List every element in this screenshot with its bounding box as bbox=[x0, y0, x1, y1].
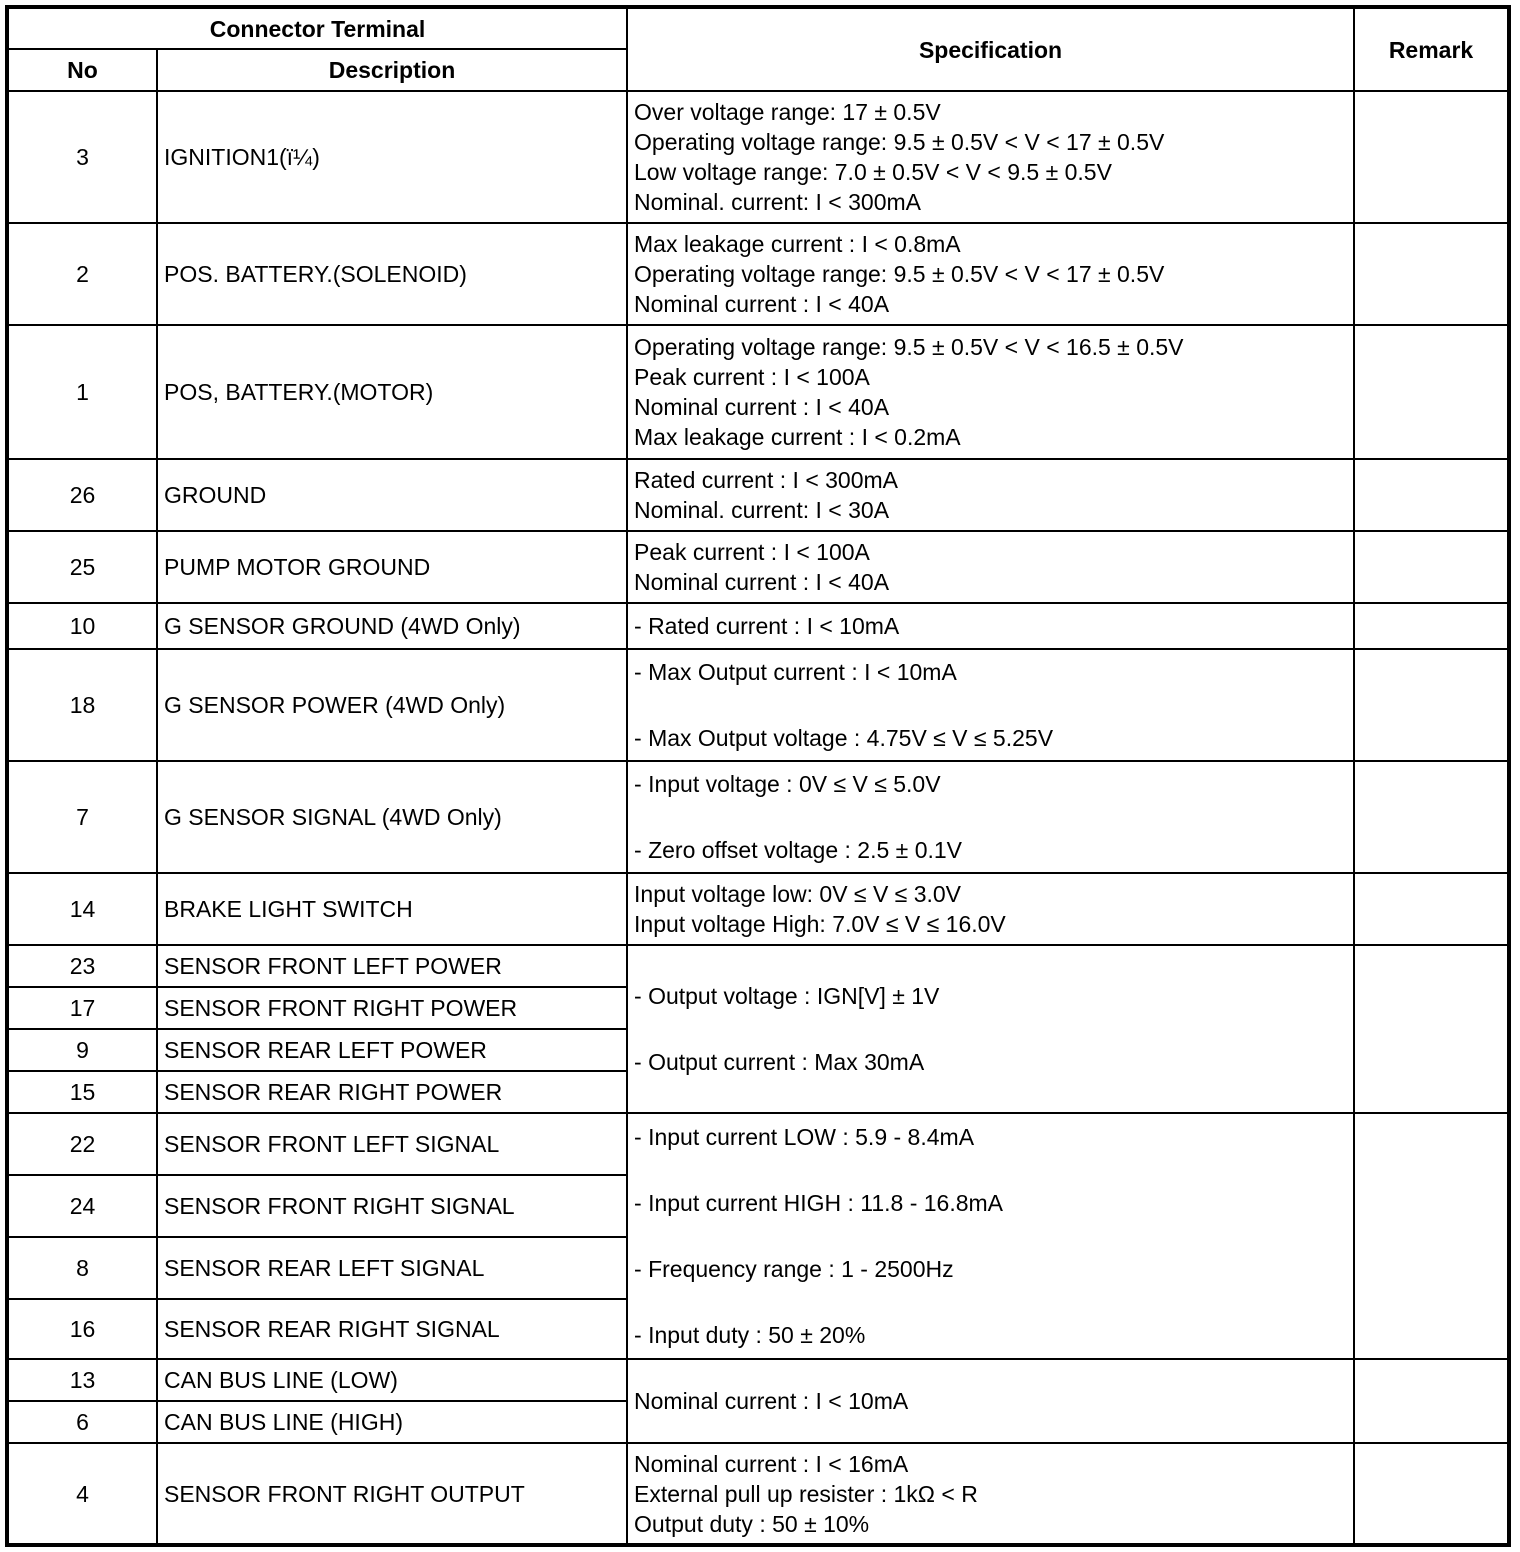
terminal-no: 9 bbox=[7, 1029, 157, 1071]
spec-line: - Max Output voltage : 4.75V ≤ V ≤ 5.25V bbox=[634, 725, 1054, 751]
spec-line: - Input voltage : 0V ≤ V ≤ 5.0V bbox=[634, 771, 941, 797]
spec-line: Nominal current : I < 40A bbox=[634, 394, 890, 420]
remark-header: Remark bbox=[1354, 7, 1509, 91]
terminal-description: SENSOR REAR RIGHT SIGNAL bbox=[157, 1299, 627, 1359]
table-row bbox=[7, 223, 1509, 325]
specification-cell bbox=[627, 1359, 1354, 1443]
terminal-no: 7 bbox=[7, 761, 157, 873]
terminal-no: 26 bbox=[7, 459, 157, 531]
spec-line: - Input current LOW : 5.9 - 8.4mA bbox=[634, 1124, 975, 1150]
specification-cell bbox=[627, 91, 1354, 223]
terminal-description: GROUND bbox=[157, 459, 627, 531]
terminal-no: 18 bbox=[7, 649, 157, 761]
terminal-description: SENSOR FRONT RIGHT SIGNAL bbox=[157, 1175, 627, 1237]
terminal-no: 16 bbox=[7, 1299, 157, 1359]
spec-line: Nominal current : I < 10mA bbox=[634, 1388, 909, 1414]
remark-cell bbox=[1354, 1113, 1509, 1359]
terminal-no: 13 bbox=[7, 1359, 157, 1401]
specification-header: Specification bbox=[627, 7, 1354, 91]
terminal-description: G SENSOR POWER (4WD Only) bbox=[157, 649, 627, 761]
spec-line: - Rated current : I < 10mA bbox=[634, 613, 900, 639]
remark-cell bbox=[1354, 649, 1509, 761]
terminal-no: 3 bbox=[7, 91, 157, 223]
spec-line: Input voltage High: 7.0V ≤ V ≤ 16.0V bbox=[634, 911, 1006, 937]
terminal-no: 24 bbox=[7, 1175, 157, 1237]
terminal-no: 8 bbox=[7, 1237, 157, 1299]
specification-cell bbox=[627, 325, 1354, 459]
spec-line: Peak current : I < 100A bbox=[634, 539, 870, 565]
terminal-no: 25 bbox=[7, 531, 157, 603]
terminal-no: 15 bbox=[7, 1071, 157, 1113]
specification-cell bbox=[627, 459, 1354, 531]
spec-line: - Input current HIGH : 11.8 - 16.8mA bbox=[634, 1190, 1004, 1216]
remark-cell bbox=[1354, 603, 1509, 649]
specification-cell bbox=[627, 649, 1354, 761]
spec-line: Nominal current : I < 40A bbox=[634, 569, 890, 595]
remark-cell bbox=[1354, 531, 1509, 603]
terminal-no: 14 bbox=[7, 873, 157, 945]
terminal-no: 10 bbox=[7, 603, 157, 649]
terminal-no: 23 bbox=[7, 945, 157, 987]
remark-cell bbox=[1354, 223, 1509, 325]
spec-line: Max leakage current : I < 0.2mA bbox=[634, 424, 961, 450]
table-row bbox=[7, 459, 1509, 531]
spec-line: Peak current : I < 100A bbox=[634, 364, 870, 390]
spec-line: - Output current : Max 30mA bbox=[634, 1049, 925, 1075]
terminal-description: SENSOR FRONT RIGHT POWER bbox=[157, 987, 627, 1029]
terminal-description: SENSOR REAR LEFT POWER bbox=[157, 1029, 627, 1071]
spec-line: External pull up resister : 1kΩ < R bbox=[634, 1480, 978, 1507]
specification-cell bbox=[627, 531, 1354, 603]
table-row bbox=[7, 1359, 1509, 1401]
terminal-description: SENSOR FRONT RIGHT OUTPUT bbox=[157, 1443, 627, 1545]
table-row bbox=[7, 1443, 1509, 1545]
spec-line: Over voltage range: 17 ± 0.5V bbox=[634, 99, 941, 125]
spec-line: Nominal. current: I < 300mA bbox=[634, 189, 921, 215]
terminal-description: G SENSOR GROUND (4WD Only) bbox=[157, 603, 627, 649]
terminal-no: 17 bbox=[7, 987, 157, 1029]
terminal-description: G SENSOR SIGNAL (4WD Only) bbox=[157, 761, 627, 873]
spec-line: - Zero offset voltage : 2.5 ± 0.1V bbox=[634, 837, 963, 863]
spec-line: Input voltage low: 0V ≤ V ≤ 3.0V bbox=[634, 881, 962, 907]
table-row bbox=[7, 325, 1509, 459]
terminal-description: SENSOR FRONT LEFT POWER bbox=[157, 945, 627, 987]
spec-line: - Max Output current : I < 10mA bbox=[634, 659, 957, 685]
remark-cell bbox=[1354, 459, 1509, 531]
terminal-description: PUMP MOTOR GROUND bbox=[157, 531, 627, 603]
remark-cell bbox=[1354, 91, 1509, 223]
terminal-description: CAN BUS LINE (LOW) bbox=[157, 1359, 627, 1401]
terminal-description: POS, BATTERY.(MOTOR) bbox=[157, 325, 627, 459]
remark-cell bbox=[1354, 761, 1509, 873]
table-row bbox=[7, 761, 1509, 873]
description-header: Description bbox=[157, 49, 627, 91]
terminal-description: IGNITION1(ï¼) bbox=[157, 91, 627, 223]
spec-line: - Input duty : 50 ± 20% bbox=[634, 1322, 866, 1348]
spec-line: Rated current : I < 300mA bbox=[634, 467, 899, 493]
specification-cell bbox=[627, 945, 1354, 1113]
connector-terminal-header: Connector Terminal bbox=[7, 7, 627, 49]
remark-cell bbox=[1354, 945, 1509, 1113]
terminal-description: SENSOR REAR LEFT SIGNAL bbox=[157, 1237, 627, 1299]
table-row bbox=[7, 531, 1509, 603]
spec-line: - Output voltage : IGN[V] ± 1V bbox=[634, 983, 940, 1009]
no-header: No bbox=[7, 49, 157, 91]
specification-cell bbox=[627, 603, 1354, 649]
spec-line: Nominal current : I < 16mA bbox=[634, 1450, 909, 1477]
remark-cell bbox=[1354, 873, 1509, 945]
remark-cell bbox=[1354, 1359, 1509, 1443]
table-row bbox=[7, 649, 1509, 761]
table-row bbox=[7, 873, 1509, 945]
spec-line: Nominal. current: I < 30A bbox=[634, 497, 890, 523]
spec-line: Operating voltage range: 9.5 ± 0.5V < V < 17 ± 0.5V bbox=[634, 129, 1165, 155]
spec-line: Output duty : 50 ± 10% bbox=[634, 1510, 870, 1537]
terminal-no: 2 bbox=[7, 223, 157, 325]
terminal-description: SENSOR REAR RIGHT POWER bbox=[157, 1071, 627, 1113]
connector-spec-table bbox=[5, 5, 1511, 1547]
terminal-description: POS. BATTERY.(SOLENOID) bbox=[157, 223, 627, 325]
terminal-no: 22 bbox=[7, 1113, 157, 1175]
terminal-description: CAN BUS LINE (HIGH) bbox=[157, 1401, 627, 1443]
specification-cell bbox=[627, 1113, 1354, 1359]
table-row bbox=[7, 945, 1509, 987]
table-row bbox=[7, 91, 1509, 223]
table-row bbox=[7, 603, 1509, 649]
specification-cell bbox=[627, 1443, 1354, 1545]
specification-cell bbox=[627, 873, 1354, 945]
table-row bbox=[7, 1113, 1509, 1175]
specification-cell bbox=[627, 223, 1354, 325]
remark-cell bbox=[1354, 1443, 1509, 1545]
terminal-no: 4 bbox=[7, 1443, 157, 1545]
terminal-description: SENSOR FRONT LEFT SIGNAL bbox=[157, 1113, 627, 1175]
spec-line: Nominal current : I < 40A bbox=[634, 291, 890, 317]
remark-cell bbox=[1354, 325, 1509, 459]
spec-line: - Frequency range : 1 - 2500Hz bbox=[634, 1256, 954, 1282]
terminal-description: BRAKE LIGHT SWITCH bbox=[157, 873, 627, 945]
spec-line: Operating voltage range: 9.5 ± 0.5V < V < 16.5 ± 0.5V bbox=[634, 334, 1184, 360]
spec-line: Operating voltage range: 9.5 ± 0.5V < V < 17 ± 0.5V bbox=[634, 261, 1165, 287]
terminal-no: 1 bbox=[7, 325, 157, 459]
terminal-no: 6 bbox=[7, 1401, 157, 1443]
spec-line: Low voltage range: 7.0 ± 0.5V < V < 9.5 ± 0.5V bbox=[634, 159, 1112, 185]
spec-line: Max leakage current : I < 0.8mA bbox=[634, 231, 961, 257]
specification-cell bbox=[627, 761, 1354, 873]
